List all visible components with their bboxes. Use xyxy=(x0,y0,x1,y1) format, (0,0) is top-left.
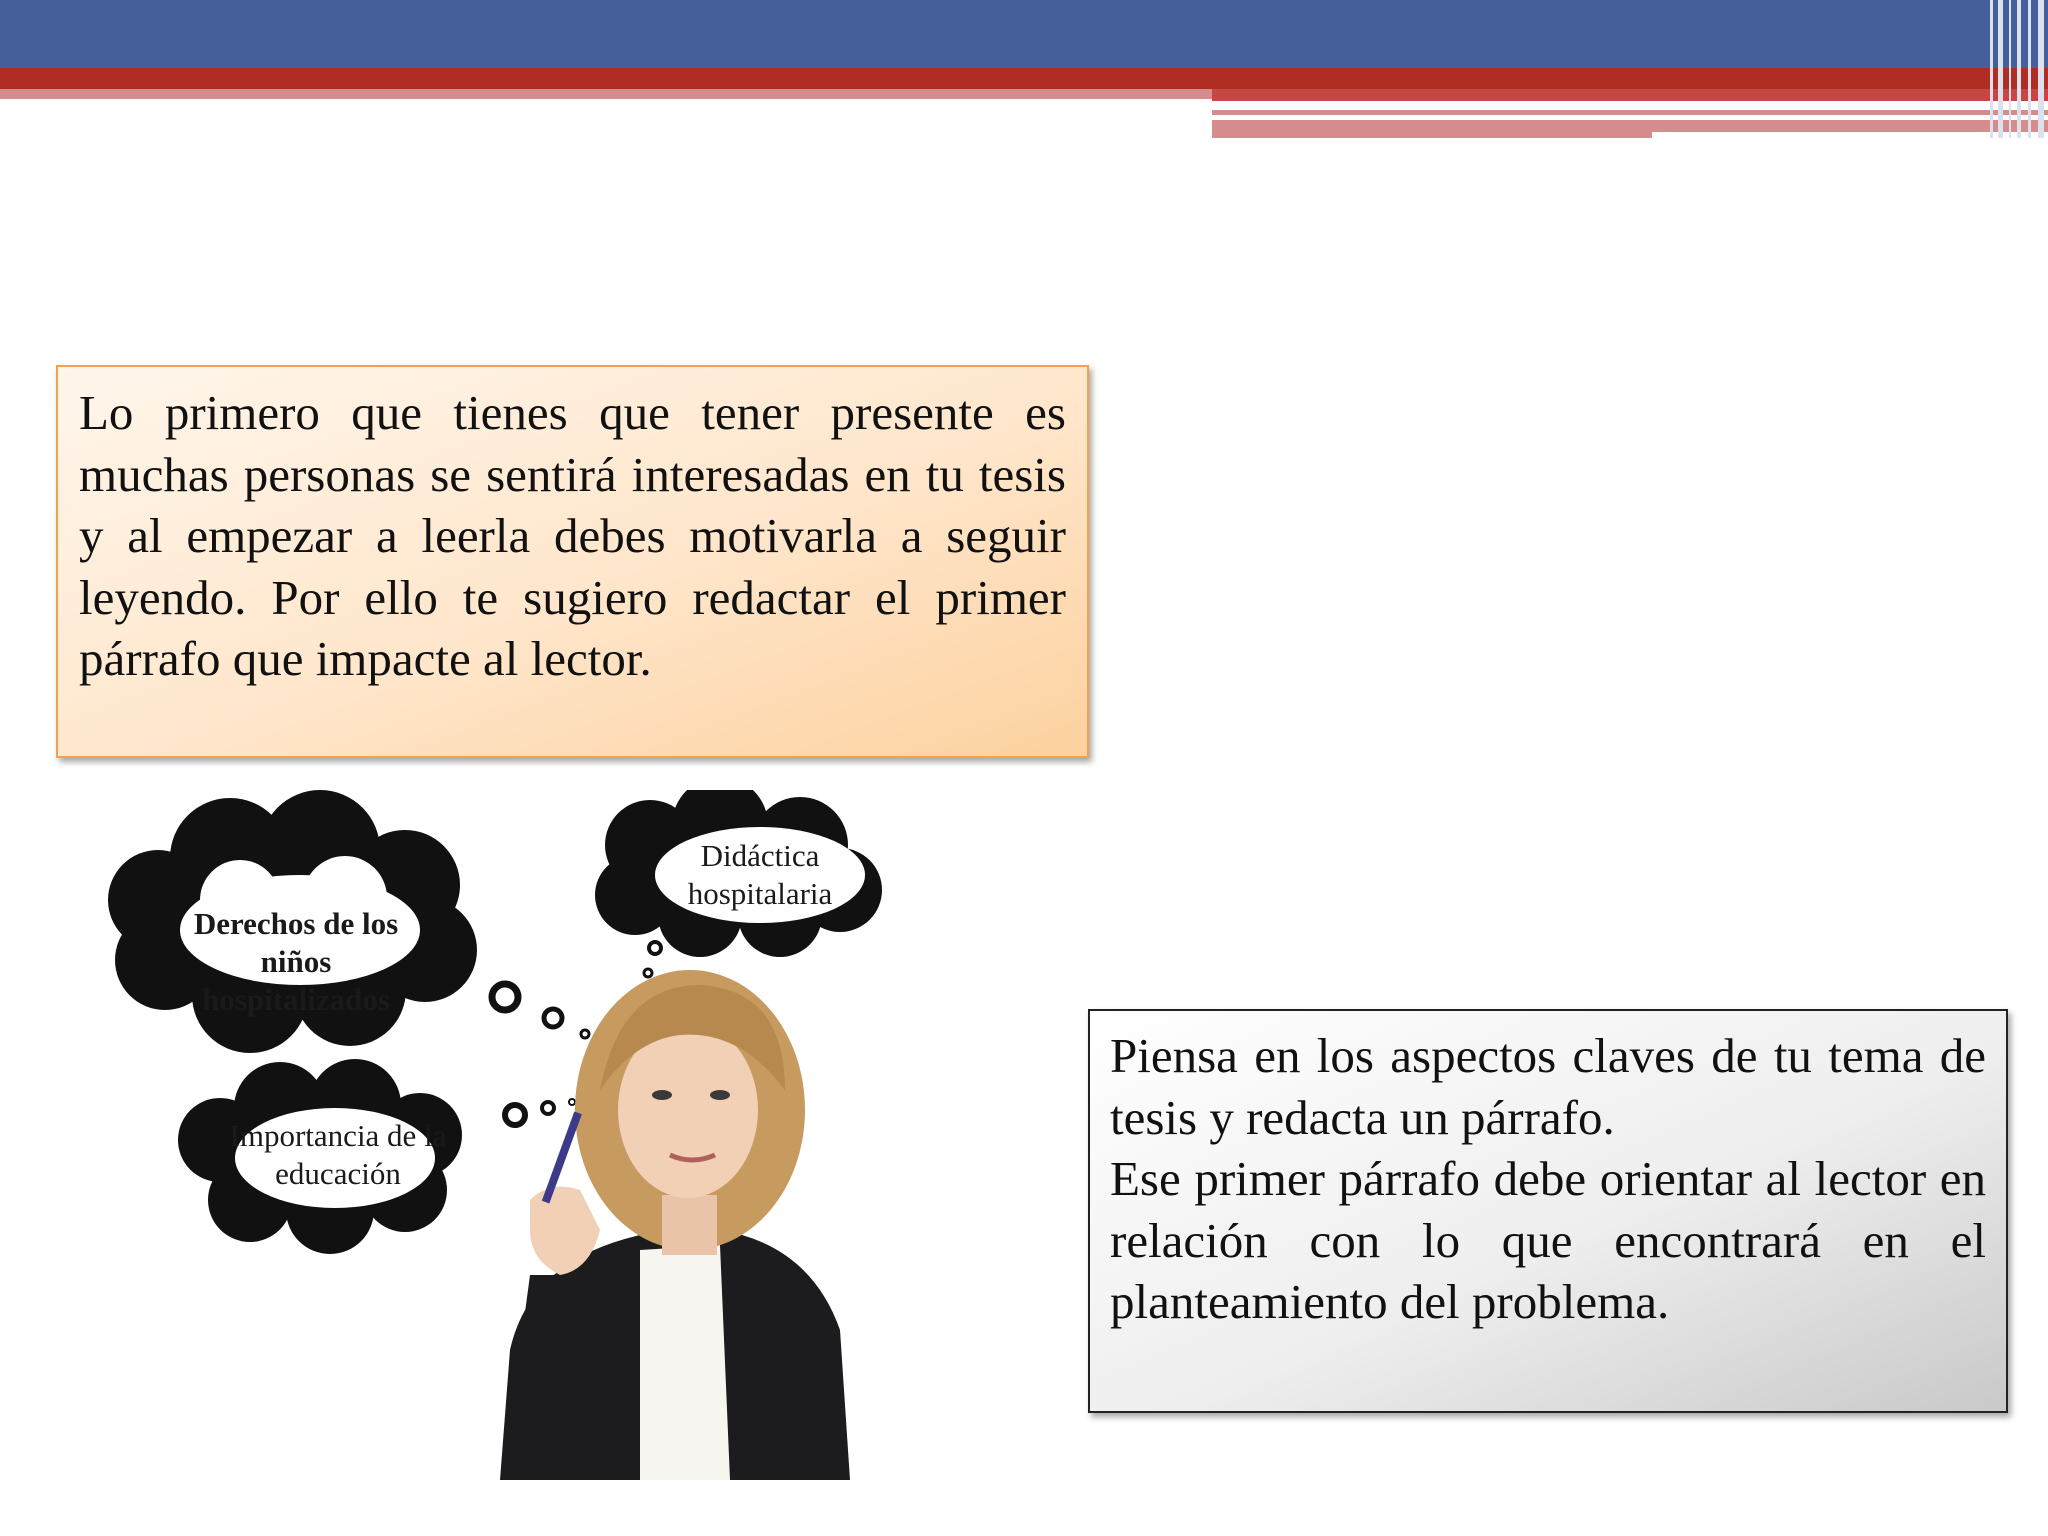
intro-text-box xyxy=(56,365,1089,758)
header-stripe xyxy=(1212,89,2048,101)
header-stripe xyxy=(1212,101,2048,110)
instruction-text-box xyxy=(1088,1009,2008,1413)
header-blue-bar xyxy=(0,0,2048,68)
instruction-line-2: Ese primer párrafo debe orientar al lector en relación con lo que encontrará en el planteamiento del problema. xyxy=(1110,1151,1986,1329)
cloud-label-derechos: Derechos de los niños hospitalizados xyxy=(193,906,399,1017)
intro-paragraph: Lo primero que tienes que tener presente es muchas personas se sentirá interesadas en tu tesis y al empezar a leerla debes motivarla a seguir leyendo. Por ello te sugiero redactar el primer párrafo que impacte al lector. xyxy=(79,385,1066,686)
cloud-label-importancia: Importancia de la educación xyxy=(229,1118,447,1191)
header-stripe xyxy=(1212,120,2048,132)
header-stripe xyxy=(1212,132,1652,138)
header-pink-bar xyxy=(0,89,1212,99)
header-corner-bars xyxy=(1984,0,2048,138)
instruction-line-1: Piensa en los aspectos claves de tu tema de tesis y redacta un párrafo. xyxy=(1110,1028,1986,1145)
cloud-label-didactica: Didáctica hospitalaria xyxy=(687,838,833,911)
header-red-bar xyxy=(0,68,2048,89)
thinking-woman-illustration xyxy=(80,790,960,1480)
woman-figure xyxy=(500,970,850,1480)
